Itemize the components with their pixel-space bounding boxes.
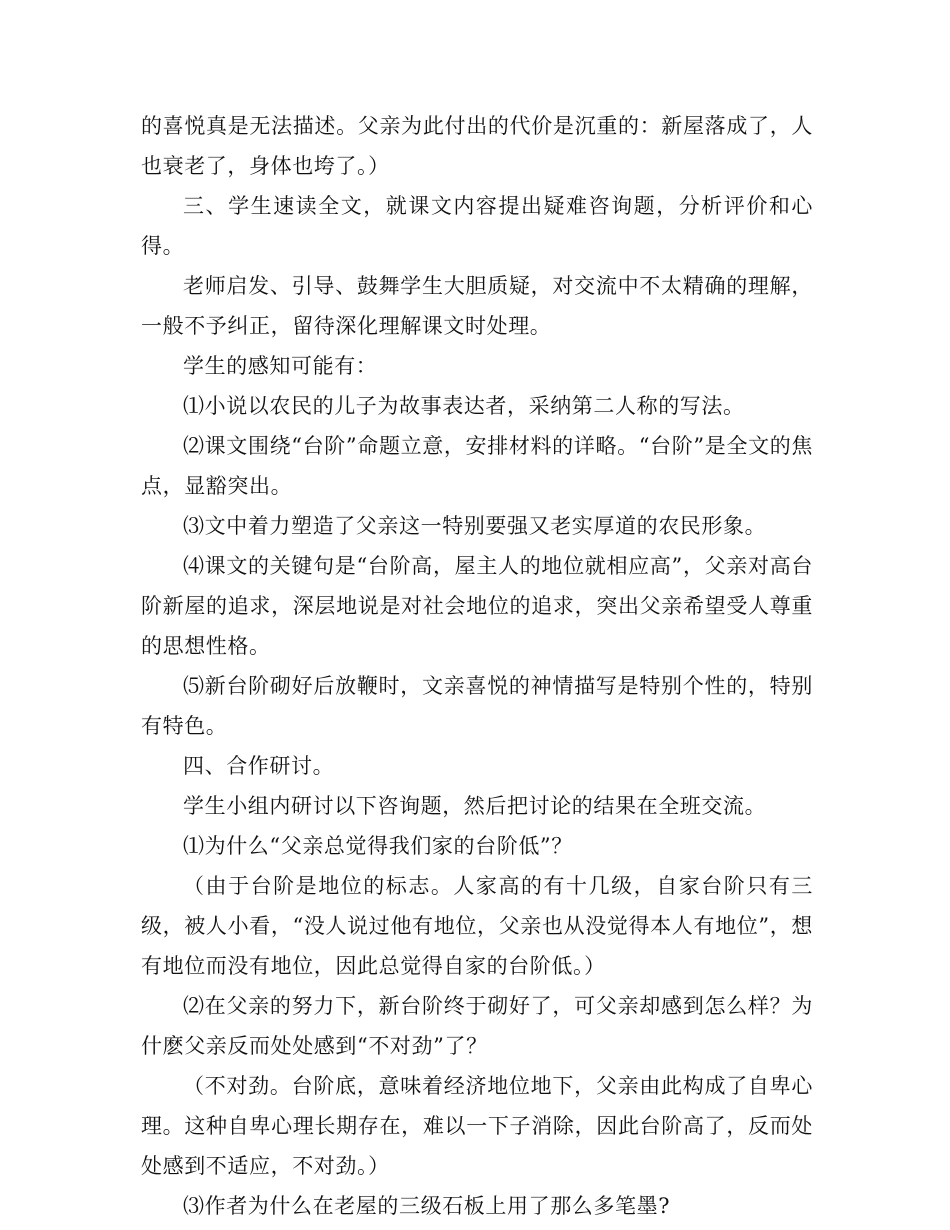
paragraph: 学生的感知可能有： xyxy=(183,354,378,378)
list-item: ⑵课文围绕“台阶”命题立意，安排材料的详略。“台阶”是全文的焦点，显豁突出。 xyxy=(141,434,813,498)
paragraph: 学生小组内研讨以下咨询题，然后把讨论的结果在全班交流。 xyxy=(183,794,767,818)
list-item: ⑴小说以农民的儿子为故事表达者，采纳第二人称的写法。 xyxy=(183,394,745,418)
answer-paragraph: （由于台阶是地位的标志。人家高的有十几级，自家台阶只有三级，被人小看，“没人说过他有地位，父亲也从没觉得本人有地位”，想有地位而没有地位，因此总觉得自家的台阶低。） xyxy=(141,874,813,978)
document-body xyxy=(141,106,813,1226)
paragraph: 老师启发、引导、鼓舞学生大胆质疑，对交流中不太精确的理解，一般不予纠正，留待深化理解课文时处理。 xyxy=(141,274,813,338)
question-item: ⑶作者为什么在老屋的三级石板上用了那么多笔墨? xyxy=(183,1194,671,1218)
list-item: ⑸新台阶砌好后放鞭时，文亲喜悦的神情描写是特别个性的，特别有特色。 xyxy=(141,674,813,738)
section-heading-3: 三、学生速读全文，就课文内容提出疑难咨询题，分析评价和心得。 xyxy=(141,194,813,258)
paragraph: 的喜悦真是无法描述。父亲为此付出的代价是沉重的：新屋落成了，人也衰老了，身体也垮了。） xyxy=(141,114,813,178)
question-item: ⑵在父亲的努力下，新台阶终于砌好了，可父亲却感到怎么样？为什麽父亲反而处处感到“不对劲”了？ xyxy=(141,994,813,1058)
section-heading-4: 四、合作研讨。 xyxy=(183,754,335,778)
question-item: ⑴为什么“父亲总觉得我们家的台阶低”？ xyxy=(183,834,573,858)
list-item: ⑷课文的关键句是“台阶高，屋主人的地位就相应高”，父亲对高台阶新屋的追求，深层地说是对社会地位的追求，突出父亲希望受人尊重的思想性格。 xyxy=(141,554,813,658)
answer-paragraph: （不对劲。台阶底，意味着经济地位地下，父亲由此构成了自卑心理。这种自卑心理长期存在，难以一下子消除，因此台阶高了，反而处处感到不适应，不对劲。） xyxy=(141,1074,813,1178)
list-item: ⑶文中着力塑造了父亲这一特别要强又老实厚道的农民形象。 xyxy=(183,514,767,538)
